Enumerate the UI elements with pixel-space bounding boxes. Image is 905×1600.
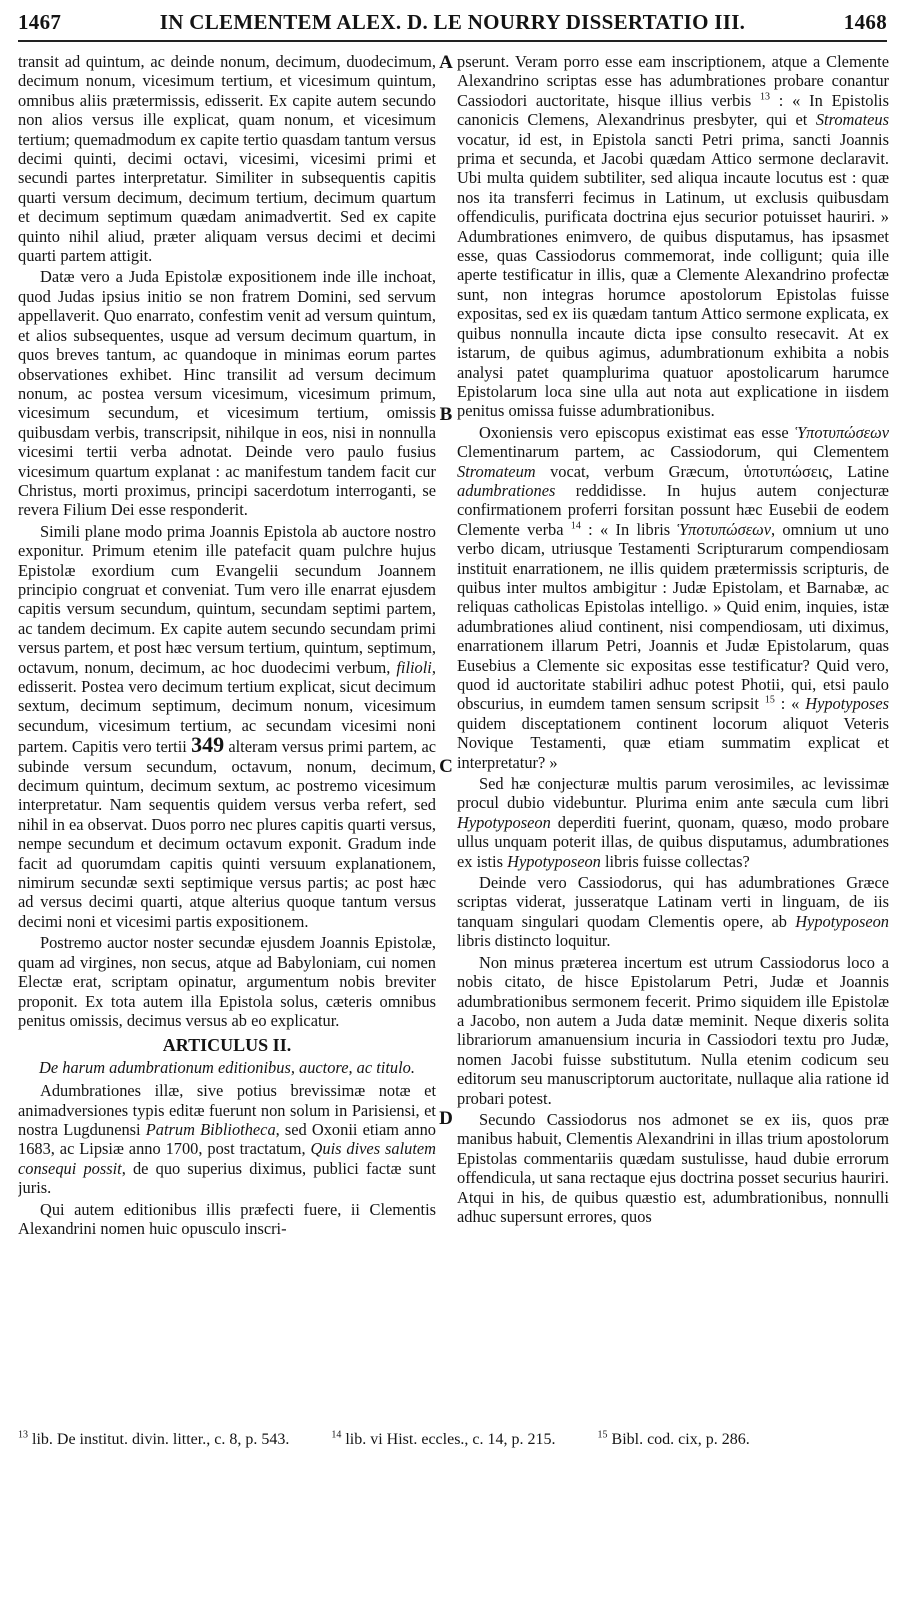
page-number-right: 1468 [843, 10, 887, 34]
paragraph: Datæ vero a Juda Epistolæ expositionem inde ille inchoat, quod Judas ipsius initio se non fratrem Domini, sed servum appellaverit. Quo enarrato, confestim venit ad versum quintum, et alios subsequentes, usque ad versum decimum quartum, in quos breves tantum, ac quandoque in minimas eorum partes observationes exhibet. Hinc transilit ad versum decimum nonum, ac postea versum vicesimum, vicesimum primum, vicesimum secundum, et vicesimum tertium, omissis quibusdam verbis, transcripsit, nihilque in eos, nisi in nonnulla vicesimi tertii verba adnotat. Deinde vero paulo fusius vicesimum quartum explanat : ac manifestum tandem facit cur Christus, morti proximus, principi sacerdotum interroganti, se revera Filium Dei esse responderit. [18, 267, 436, 520]
italic-term: Stromateum [457, 461, 536, 481]
footnote-number: 15 [597, 1429, 608, 1441]
text-run: , sed Oxonii etiam anno 1683, ac Lipsiæ anno 1700, post tractatum, [18, 1119, 436, 1159]
page-number-left: 1467 [18, 10, 62, 34]
text-run: vocat, verbum Græcum, [550, 461, 730, 481]
footnote-text: lib. De institut. divin. litter., c. 8, p. 543. [32, 1431, 290, 1448]
column-number: 349 [191, 732, 225, 758]
text-run: libris distincto loquitur. [457, 931, 611, 951]
margin-marker-c: C [439, 756, 453, 777]
footnote-text: lib. vi Hist. eccles., c. 14, p. 215. [345, 1431, 556, 1448]
italic-title: Quis dives salutem consequi possit [18, 1139, 436, 1178]
paragraph [457, 423, 889, 772]
text-run: reddidisse. In hujus autem conjecturæ confirmationem proferri forsitan possunt hæc Eusebii de eodem Clemente verba [457, 480, 889, 539]
text-run: , edisserit. Postea vero decimum tertium explicat, sicut decimum sextum, decimum septimum, decimum nonum, vicesimum secundum, vicesimum tertium, ac secundam vicesimi noni partem. Capitis vero tertii [18, 657, 436, 757]
running-title: IN CLEMENTEM ALEX. D. LE NOURRY DISSERTATIO III. [159, 10, 746, 34]
text-run: : « In libris [588, 519, 671, 539]
italic-term: Hypotyposeon [795, 911, 889, 931]
margin-marker-b: B [439, 404, 453, 425]
footnote-text: Bibl. cod. cix, p. 286. [611, 1431, 750, 1448]
greek-term: Ὑποτυπώσεων [677, 519, 772, 539]
article-heading: ARTICULUS II. [162, 1035, 292, 1056]
footnote-15 [598, 1431, 750, 1448]
paragraph [18, 1081, 436, 1197]
italic-term: Stromateus [815, 110, 889, 130]
italic-term: adumbrationes [457, 480, 556, 500]
margin-marker-d: D [439, 1108, 453, 1129]
text-run: libris fuisse collectas? [605, 851, 750, 871]
text-run: Oxoniensis vero episcopus existimat eas esse [479, 422, 789, 442]
paragraph: Secundo Cassiodorus nos admonet se ex iis, quos præ manibus habuit, Clementis Alexandrini in illas trium apostolorum Epistolas commentariis quædam sustulisse, haud dubie errorum offendicula, ut sana rectaque ejus doctrina posset securius hauriri. Atqui in his, de quibus quæstio est, adumbrationibus, nonnulli adhuc supersunt errores, quos [457, 1109, 889, 1226]
text-run: Adumbrationes illæ, sive potius brevissimæ notæ et animadversiones typis editæ fuerunt non solum in Parisiensi, et nostra Lugdunensi [18, 1081, 436, 1139]
page-header [18, 10, 887, 38]
text-run: Simili plane modo prima Joannis Epistola ab auctore nostro exponitur. Primum etenim ille patefacit quam pulchre hujus Epistolæ exordium cum Evangelii secundum Joannem principio congruat et conveniat. Tum vero ille enarrat ejusdem capitis versum secundum, quintum, secundam septimi partem, ac tandem decimum. Ex capite autem secundo secundam primi versus partem, et post hæc versum tertium, quintum, septimum, octavum, nonum, decimum, ac hoc duodecimi verbum, [18, 521, 436, 677]
footnote-ref: 15 [764, 694, 775, 706]
margin-marker-a: A [439, 52, 453, 73]
footnote-ref: 13 [760, 91, 770, 103]
paragraph: Qui autem editionibus illis præfecti fuere, ii Clementis Alexandrini nomen huic opusculo inscri- [18, 1199, 436, 1238]
text-run: Deinde vero Cassiodorus, qui has adumbrationes Græce scriptas viderat, jusseratque Latinam verti in linguam, de iis tanquam singulari quodam Clementis opere, ab [457, 873, 889, 931]
greek-term: Ὑποτυπώσεων [795, 422, 889, 442]
text-run: Sed hæ conjecturæ multis parum verosimiles, ac levissimæ procul dubio videbuntur. Plurima enim ante sæcula cum libri [457, 774, 889, 813]
italic-title: Patrum Bibliotheca [145, 1119, 276, 1139]
footnote-number: 14 [331, 1429, 342, 1441]
text-run: alteram versus primi partem, ac subinde versum secundum, octavum, nonum, decimum, decimum quintum, decimum sextum, ac postremo vicesimum interpretatur. Nam sequentis quidem versus verba refert, sed nihil in ea observat. Duos porro nec plures capitis quarti versus, nempe secundum et decimum octavum exponit. Gradum inde facit ad quorumdam capitis quinti versuum explanationem, nimirum secundæ sexti septimique versus partis; ac post hæc ad versus decimi quarti, atque alterius quoque tantum versus decimi noni et vicesimi partis expositionem. [18, 737, 436, 931]
paragraph [457, 774, 889, 871]
paragraph [18, 522, 436, 932]
footnote-13 [18, 1431, 289, 1448]
text-run: , Latine [828, 461, 889, 481]
right-column [457, 52, 889, 1422]
text-run: pserunt. Veram porro esse eam inscriptionem, atque a Clemente Alexandrino scriptas esse has adumbrationes probare conantur Cassiodori auctoritate, hisque illius verbis [457, 52, 889, 110]
header-rule [18, 40, 887, 42]
italic-term: Hypotyposeon [457, 812, 551, 832]
footnote-14 [331, 1431, 555, 1448]
text-run: , de quo superius diximus, publici factæ sunt juris. [18, 1158, 436, 1198]
italic-term: Hypotyposeon [507, 851, 601, 871]
italic-term: Hypotyposes [805, 694, 889, 714]
paragraph [457, 873, 889, 951]
paragraph: Postremo auctor noster secundæ ejusdem Joannis Epistolæ, quam ad virgines, non secus, atque ad Babyloniam, cui nomen Electæ erat, scriptam opinatur, argumentum nobis breviter proponit. Ex tota autem illa Epistola solus, cæteris omnibus penitus omissis, decimus versus ab eo explicatur. [18, 933, 436, 1030]
footnotes [18, 1430, 887, 1450]
paragraph: Non minus præterea incertum est utrum Cassiodorus loco a nobis citato, de hisce Epistolarum Petri, Judæ et Joannis adumbrationibus sermonem fecerit. Primo siquidem ille Epistolæ a Jacobo, non autem a Juda datæ meminit. Neque dixeris solita librariorum amanuensium incuria in Cassiodori textu pro Judæ, nomen Jacobi fuisse substitutum. Nulla etenim codicum seu editorum seu manuscriptorum auctoritate, nullaque alia ratione id probari potest. [457, 952, 889, 1108]
text-run: Clementinarum partem, ac Cassiodorum, qui Clementem [457, 442, 889, 462]
italic-term: filioli [396, 657, 432, 677]
paragraph: transit ad quintum, ac deinde nonum, decimum, duodecimum, decimum nonum, vicesimum tertium, et vicesimum quintum, omnibus aliis prætermissis, edisserit. Ex capite autem secundo non alios versus ille explicat, quam nonum, et vicesimum tertium; quemadmodum ex capite tertio quasdam tantum versus decimi quinti, decimi octavi, vicesimi, vicesimi primi et secundi partes interpretatur. Similiter in subsequentis capitis quarti versum decimum, decimum tertium, decimum quartum et decimum septimum quædam animadvertit. Sed ex capite quinto nihil aliud, præter aliquam versus decimi et decimi quarti partem attigit. [18, 52, 436, 266]
article-subtitle: De harum adumbrationum editionibus, auctore, ac titulo. [39, 1057, 415, 1077]
text-run: : « In Epistolis canonicis Clemens, Alexandrinus presbyter, qui et [457, 90, 889, 130]
footnote-ref: 14 [570, 520, 581, 532]
footnote-number: 13 [18, 1429, 28, 1441]
text-run: , omnium ut uno verbo dicam, utriusque Testamenti Scripturarum compendiosam instituit enarrationem, ne illis quidem prætermissis scripturis, de quibus inter multos ambigitur : Judæ Epistolam, et Barnabæ, ac reliquas catholicas Epistolas intelligo. » Quid enim, inquies, istæ adumbrationes aliud continent, nisi compendiosam, uti diximus, enarrationem illarum Petri, Joannis et Judæ Epistolarum, quas Eusebius a Clemente sic expositas esse testificatur? Quid vero, quod id auctoritate stabiliri adhuc potest Photii, qui, etsi paulo obscurius, in eumdem tamen sensum scripsit [457, 519, 889, 714]
greek-term: ὑποτυπώσεις [743, 461, 829, 481]
text-run: : « [780, 694, 800, 714]
paragraph [457, 52, 889, 421]
left-column [18, 52, 436, 1422]
text-run: deperditi fuerint, quonam, quæso, modo probare ullus unquam poterit illas, de quibus disputamus, adumbrationes ex istis [457, 812, 889, 871]
text-run: vocatur, id est, in Epistola sancti Petri prima, sancti Joannis prima et secunda, et Jacobi quædam Attico sermone declaravit. Ubi multa quidem subtiliter, sed aliqua incaute locutus est : quæ nos ita transferri fecimus in Latinum, ut exclusis quibusdam offendiculis, purificata doctrina ejus securior potuisset hauriri. » Adumbrationes enimvero, de quibus disputamus, has ipsasmet esse, quas Cassiodorus commemorat, inde colligunt; quia ille aperte testificatur in illis, quæ a Clemente Alexandrino profectæ sunt, non integras horumce apostolorum Epistolas fuisse expositas, sed ex iis quædam tantum Attico sermone explicata, ex quibus nonnulla incaute dicta ipse consulto resecavit. At ex istarum, de quibus agimus, adumbrationum exhibita a nobis analysi patet quamplurima quatuor apostolicarum harumce Epistolarum loca sine ulla aut nota aut explicatione in iisdem penitus omissa fuisse adumbrationibus. [457, 129, 889, 421]
text-run: quidem disceptationem continent locorum aliquot Veteris Novique Testamenti, quæ etiam summatim explicat et interpretatur? » [457, 713, 889, 772]
